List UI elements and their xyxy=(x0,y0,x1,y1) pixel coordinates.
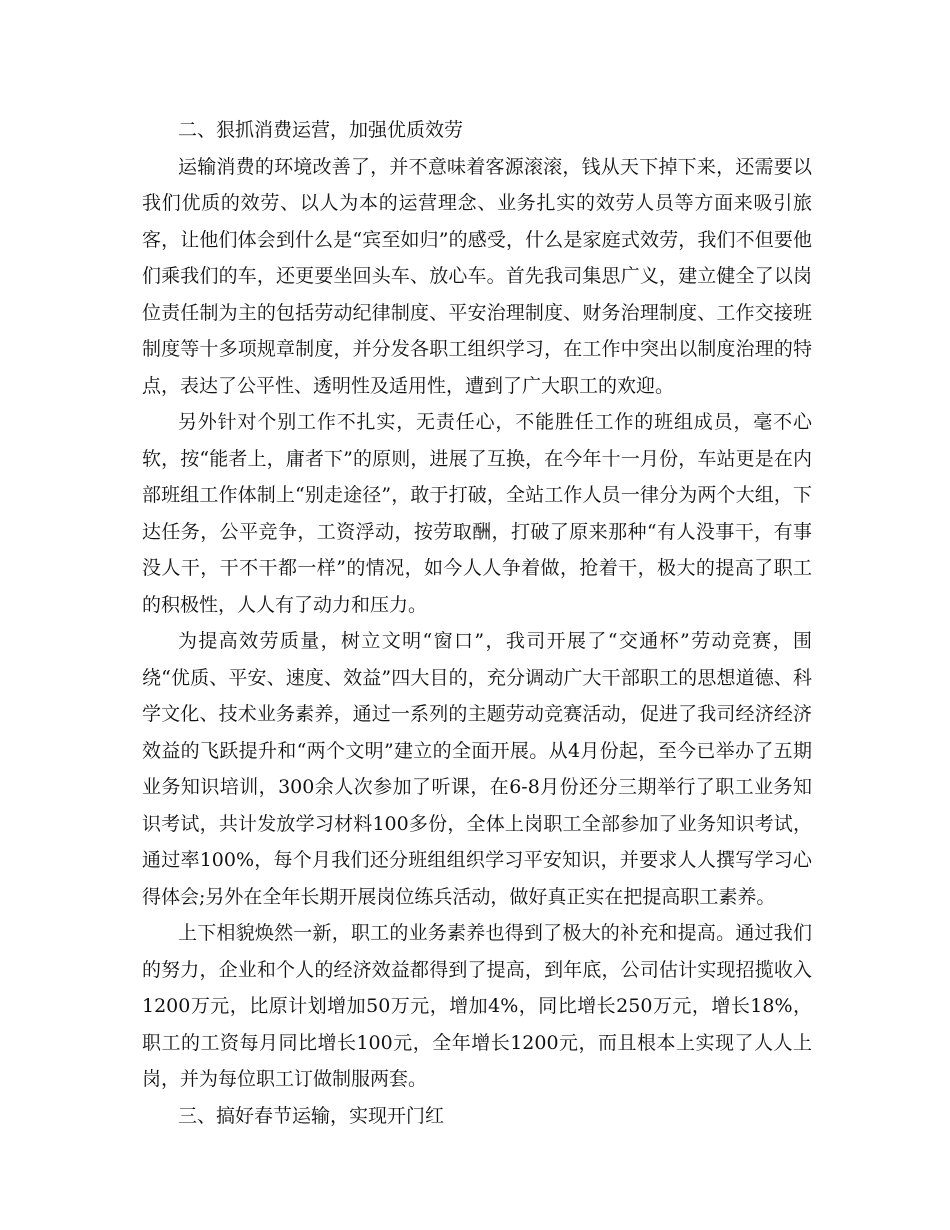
paragraph-staff-reform: 另外针对个别工作不扎实，无责任心，不能胜任工作的班组成员，毫不心软，按“能者上，庸者下”的原则，进展了互换，在今年十一月份，车站更是在内部班组工作体制上“别走途径”，敢于打破，全站工作人员一律分为两个大组，下达任务，公平竞争，工资浮动，按劳取酬，打破了原来那种“有人没事干，有事没人干，干不干都一样”的情况，如今人人争着做，抢着干，极大的提高了职工的积极性，人人有了动力和压力。 xyxy=(142,411,812,616)
document-body xyxy=(142,112,812,1134)
section-heading-3: 三、搞好春节运输，实现开门红 xyxy=(178,1104,445,1127)
paragraph-service-improvement: 运输消费的环境改善了，并不意味着客源滚滚，钱从天下掉下来，还需要以我们优质的效劳、以人为本的运营理念、业务扎实的效劳人员等方面来吸引旅客，让他们体会到什么是“宾至如归”的感受，什么是家庭式效劳，我们不但要他们乘我们的车，还更要坐回头车、放心车。首先我司集思广义，建立健全了以岗位责任制为主的包括劳动纪律制度、平安治理制度、财务治理制度、工作交接班制度等十多项规章制度，并分发各职工组织学习，在工作中突出以制度治理的特点，表达了公平性、透明性及适用性，遭到了广大职工的欢迎。 xyxy=(142,155,812,397)
section-heading-2: 二、狠抓消费运营，加强优质效劳 xyxy=(178,119,464,141)
paragraph-labor-competition: 为提高效劳质量，树立文明“窗口”，我司开展了“交通杯”劳动竞赛，围绕“优质、平安、速度、效益”四大目的，充分调动广大干部职工的思想道德、科学文化、技术业务素养，通过一系列的主题劳动竞赛活动，促进了我司经济经济效益的飞跃提升和“两个文明”建立的全面开展。从4月份起，至今已举办了五期业务知识培训，300余人次参加了听课，在6-8月份还分三期举行了职工业务知识考试，共计发放学习材料100多份，全体上岗职工全部参加了业务知识考试，通过率100%，每个月我们还分班组组织学习平安知识，并要求人人撰写学习心得体会;另外在全年长期开展岗位练兵活动，做好真正实在把提高职工素养。 xyxy=(142,630,812,908)
paragraph-results: 上下相貌焕然一新，职工的业务素养也得到了极大的补充和提高。通过我们的努力，企业和个人的经济效益都得到了提高，到年底，公司估计实现招揽收入1200万元，比原计划增加50万元，增加4%，同比增长250万元，增长18%，职工的工资每月同比增长100元，全年增长1200元，而且根本上实现了人人上岗，并为每位职工订做制服两套。 xyxy=(142,922,812,1090)
